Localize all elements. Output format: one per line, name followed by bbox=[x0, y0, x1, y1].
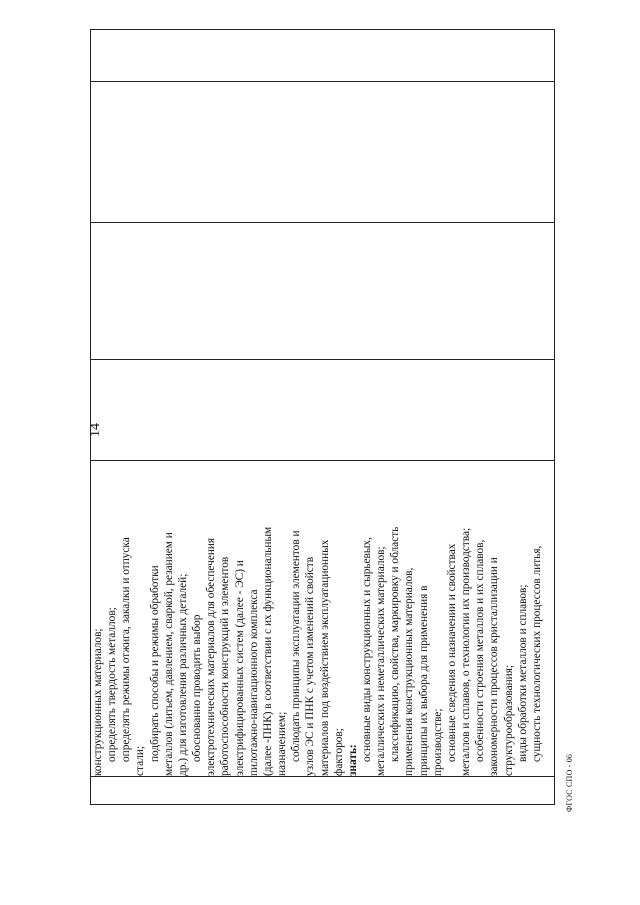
text-line: материалов под воздействием эксплуатационных bbox=[318, 539, 331, 776]
text-line: металлических и неметаллических материалов; bbox=[375, 546, 388, 776]
text-line: факторов; bbox=[332, 728, 345, 776]
text-line: электрифицированных систем (далее - ЭС) и bbox=[233, 560, 246, 776]
text-line: металлов и сплавов, о технологии их производства; bbox=[460, 527, 473, 776]
text-line: узлов ЭС и ПНК с учетом изменений свойств bbox=[304, 556, 317, 776]
text-line: основные сведения о назначении и свойствах bbox=[445, 543, 458, 762]
competency-table bbox=[90, 29, 555, 805]
text-line: особенности строения металлов и их сплавов, bbox=[474, 539, 487, 762]
text-line: пилотажно-навигационного комплекса bbox=[247, 589, 260, 776]
text-line: стали; bbox=[134, 745, 147, 776]
text-line: структурообразования; bbox=[502, 664, 515, 776]
text-line: определять режимы отжига, закалки и отпуска bbox=[120, 537, 133, 762]
text-line: соблюдать принципы эксплуатации элементов и bbox=[290, 530, 303, 762]
text-line: знать: bbox=[346, 744, 359, 776]
text-line: др.) для изготовления различных деталей; bbox=[176, 573, 189, 776]
page-number: 14 bbox=[88, 423, 103, 437]
table-cell-discipline bbox=[91, 223, 555, 360]
text-line: определять твердость металлов; bbox=[106, 607, 119, 762]
text-line: сущность технологических процессов литья, bbox=[530, 545, 543, 762]
text-line: (далее -ПНК) в соответствии с их функциональным bbox=[261, 526, 274, 776]
text-line: подбирать способы и режимы обработки bbox=[148, 565, 161, 762]
text-line: производстве; bbox=[431, 708, 444, 776]
rotated-page bbox=[88, 25, 574, 812]
text-line: применения конструкционных материалов, bbox=[403, 567, 416, 776]
table-cell-content bbox=[91, 461, 555, 777]
content-lines bbox=[91, 461, 544, 776]
text-line: классификацию, свойства, маркировку и область bbox=[389, 526, 402, 762]
text-line: электротехнических материалов для обеспечения bbox=[205, 537, 218, 776]
text-line: виды обработки металлов и сплавов; bbox=[516, 584, 529, 762]
page-footer: ФГОС СПО - 06 bbox=[565, 753, 574, 812]
table-cell-extra bbox=[91, 30, 555, 82]
text-line: работоспособности конструкций и элементов bbox=[219, 556, 232, 776]
text-line: закономерности процессов кристаллизации и bbox=[488, 557, 501, 776]
text-line: основные виды конструкционных и сырьевых, bbox=[360, 537, 373, 762]
table-cell-code bbox=[91, 777, 555, 805]
text-line: обоснованно проводить выбор bbox=[191, 614, 204, 762]
table-cell-competency bbox=[91, 82, 555, 223]
text-line: конструкционных материалов; bbox=[92, 628, 104, 776]
text-line: назначением; bbox=[276, 711, 289, 776]
text-line: принципы их выбора для применения в bbox=[417, 585, 430, 776]
table-cell-hours bbox=[91, 360, 555, 461]
text-line: металлов (литьем, давлением, сваркой, резанием и bbox=[162, 532, 175, 776]
